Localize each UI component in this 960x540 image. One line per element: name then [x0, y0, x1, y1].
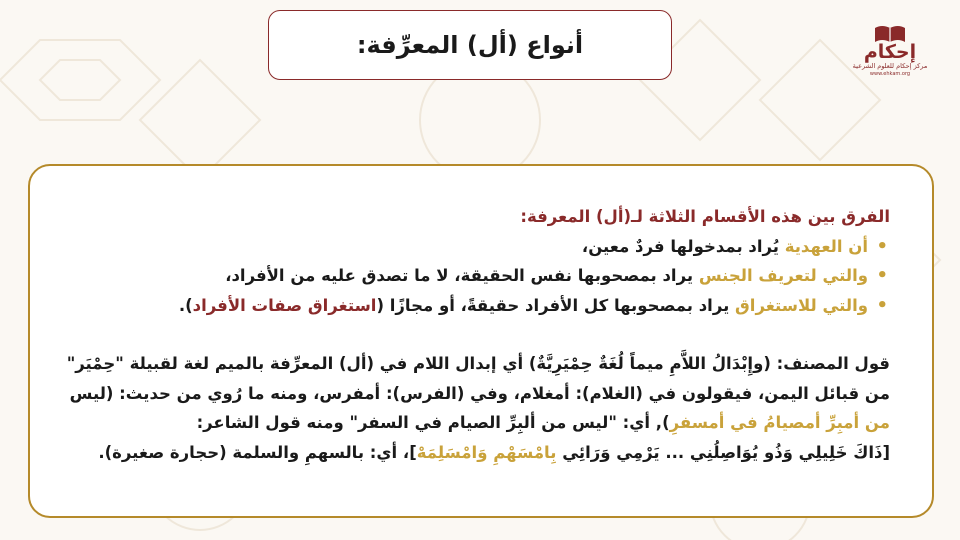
quote-hadith: من أمبِرِّ أمصيامُ في أمسفرِ — [669, 413, 890, 432]
content-box — [28, 164, 934, 518]
poem-verse: [ذَاكَ خَلِيلِي وَذُو يُوَاصِلُنِي ... يَرْمِي وَرَائِي — [556, 442, 890, 462]
bullet-highlight: استغراق صفات الأفراد — [192, 295, 377, 315]
poem-explanation: ]، أي: بالسهمِ والسلمة (حجارة صغيرة). — [98, 442, 417, 462]
title-box — [268, 10, 672, 80]
logo-subtitle: مركز إحكام للعلوم الشرعية — [852, 62, 928, 70]
bullet-list — [30, 232, 890, 321]
bullet-item — [30, 261, 890, 291]
bullet-dot-icon: • — [876, 235, 888, 257]
bullet-item — [30, 232, 890, 262]
bullet-text: يراد بمصحوبها كل الأفراد حقيقةً، أو مجازًا ( — [376, 295, 736, 315]
logo — [848, 22, 932, 98]
bullet-dot-icon: • — [876, 294, 888, 316]
bullet-end: ). — [178, 295, 193, 315]
bullet-term: والتي للاستغراق — [735, 295, 868, 315]
spacer — [30, 320, 890, 349]
logo-name: إحكام — [863, 41, 917, 63]
bullet-text: يُراد بمدخولها فردٌ معين، — [581, 236, 785, 256]
page-title: أنواع (أل) المعرِّفة: — [356, 31, 584, 59]
quote-line-1: قول المصنف: (وإِبْدَالُ اللاَّمِ ميماً لُغَةٌ حِمْيَرِيَّةٌ) أي إبدال اللام في (أل) المعرِّفة بالميم لغة لقبيلة "حِمْيَر" — [66, 354, 890, 373]
bullet-item — [30, 291, 890, 321]
bullet-text: يراد بمصحوبها نفس الحقيقة، لا ما تصدق عليه من الأفراد، — [225, 266, 699, 285]
quote-line-3-text: ), أي: "ليس من ألبِرِّ الصيام في السفر" ومنه قول الشاعر: — [196, 413, 670, 432]
bullet-term: أن العهدية — [784, 236, 868, 256]
quote-line-2: من قبائل اليمن، فيقولون في (الغلام): أمغلام، وفي (الفرس): أمفرس، ومنه ما رُوي من حديث: (ليس — [69, 383, 890, 403]
content-text — [30, 202, 890, 467]
bullet-term: والتي لتعريف الجنس — [698, 266, 868, 285]
quote-line-4 — [30, 438, 890, 468]
lead-heading: الفرق بين هذه الأقسام الثلاثة لـ(أل) المعرفة: — [520, 207, 890, 226]
poem-highlight: بِامْسَهْمِ وَامْسَلِمَهْ — [416, 442, 557, 462]
quote-line-3 — [30, 408, 890, 438]
bullet-dot-icon: • — [876, 265, 888, 286]
logo-tagline: www.ehkam.org — [869, 71, 911, 77]
